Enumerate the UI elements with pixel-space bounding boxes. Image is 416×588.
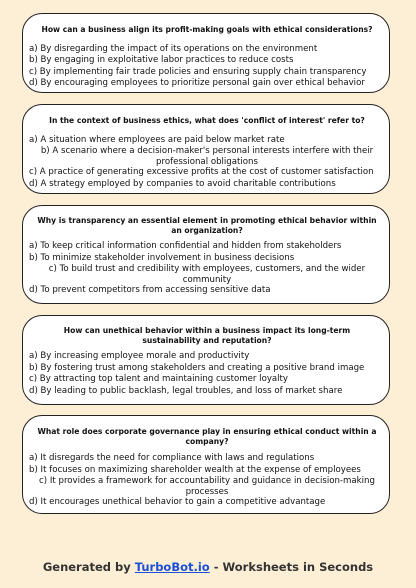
option-a: a) To keep critical information confidential and hidden from stakeholders [29, 241, 342, 251]
option-c: c) It provides a framework for accountability and guidance in decision-making processes [39, 476, 375, 497]
question-card-4 [22, 315, 390, 405]
option-c: c) A practice of generating excessive profits at the cost of customer satisfaction [29, 166, 374, 177]
option-b: b) By engaging in exploitative labor practices to reduce costs [29, 55, 294, 66]
option-list [29, 453, 385, 509]
option-d: d) A strategy employed by companies to avoid charitable contributions [29, 178, 336, 189]
question-title: Why is transparency an essential element in promoting ethical behavior within an organization? [37, 216, 377, 235]
footer-prefix: Generated by [42, 560, 135, 574]
question-card-1 [22, 13, 390, 93]
option-list [29, 241, 385, 297]
option-c: c) By implementing fair trade policies and ensuring supply chain transparency [29, 66, 367, 77]
option-list [29, 44, 385, 90]
question-title: What role does corporate governance play in ensuring ethical conduct within a company? [37, 427, 377, 446]
option-c: c) By attracting top talent and maintaining customer loyalty [29, 374, 289, 385]
option-a: a) By increasing employee morale and productivity [29, 351, 250, 361]
brand-link[interactable]: TurboBot.io [134, 560, 210, 574]
option-b: b) To minimize stakeholder involvement in business decisions [29, 252, 295, 263]
question-card-2 [22, 104, 390, 194]
option-list [29, 135, 385, 191]
option-d: d) To prevent competitors from accessing sensitive data [29, 285, 271, 295]
option-d: d) By leading to public backlash, legal troubles, and loss of market share [29, 385, 343, 396]
option-c: c) To build trust and credibility with employees, customers, and the wider community [48, 264, 366, 285]
footer-suffix: - Worksheets in Seconds [209, 560, 374, 574]
question-card-5 [22, 415, 390, 514]
option-a: a) By disregarding the impact of its operations on the environment [29, 43, 318, 54]
footer [0, 560, 416, 574]
question-card-3 [22, 205, 390, 304]
option-b: b) A scenario where a decision-maker's personal interests interfere with their professional obligations [40, 146, 374, 167]
option-d: d) It encourages unethical behavior to gain a competitive advantage [29, 497, 326, 507]
option-list [29, 351, 385, 397]
question-title: In the context of business ethics, what does 'conflict of interest' refer to? [49, 116, 365, 125]
question-title: How can a business align its profit-making goals with ethical considerations? [41, 25, 373, 34]
option-a: a) A situation where employees are paid below market rate [29, 134, 285, 145]
option-b: b) It focuses on maximizing shareholder wealth at the expense of employees [29, 464, 361, 475]
option-a: a) It disregards the need for compliance with laws and regulations [29, 453, 315, 463]
option-b: b) By fostering trust among stakeholders and creating a positive brand image [29, 362, 365, 373]
question-title: How can unethical behavior within a business impact its long-term sustainability and reputation? [63, 326, 351, 345]
option-d: d) By encouraging employees to prioritize personal gain over ethical behavior [29, 78, 365, 89]
